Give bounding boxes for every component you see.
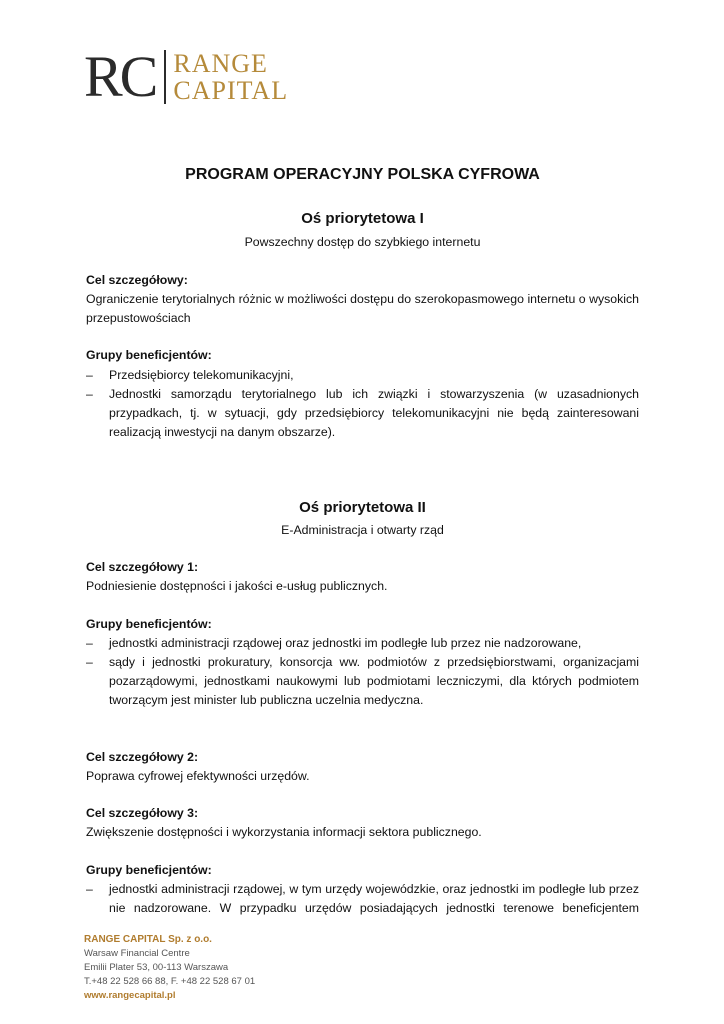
axis-2-goal-2-text: Poprawa cyfrowej efektywności urzędów. bbox=[86, 769, 310, 783]
logo-line-1: RANGE bbox=[173, 49, 268, 78]
list-item bbox=[86, 653, 639, 710]
axis-2-goal-1-text: Podniesienie dostępności i jakości e-usług publicznych. bbox=[86, 579, 388, 593]
logo-divider bbox=[164, 50, 166, 104]
list-item bbox=[86, 385, 639, 442]
list-item bbox=[86, 634, 639, 653]
axis-2-goal-2-label: Cel szczegółowy 2: bbox=[86, 750, 199, 764]
list-dash: – bbox=[86, 368, 93, 382]
list-dash: – bbox=[86, 655, 93, 669]
logo-initials: RC bbox=[84, 44, 156, 109]
axis-1-groups-label: Grupy beneficjentów: bbox=[86, 348, 212, 362]
axis-1-goal-text: Ograniczenie terytorialnych różnic w możliwości dostępu do szerokopasmowego internetu o wysokich przepustowościach bbox=[86, 292, 639, 325]
list-item bbox=[86, 366, 639, 385]
list-dash: – bbox=[86, 882, 93, 896]
list-item-text: Przedsiębiorcy telekomunikacyjni, bbox=[109, 368, 294, 382]
logo-line-2: CAPITAL bbox=[173, 76, 289, 105]
list-dash: – bbox=[86, 387, 93, 401]
list-item-text: Jednostki samorządu terytorialnego lub ich związki i stowarzyszenia (w uzasadnionych przypadkach, tj. w sytuacji, gdy przedsiębiorcy telekomunikacyjni nie będą zainteresowani realizacją inwestycji na danym obszarze). bbox=[109, 387, 639, 439]
footer-company: RANGE CAPITAL Sp. z o.o. bbox=[84, 934, 212, 945]
axis-2-groups-3-label: Grupy beneficjentów: bbox=[86, 863, 212, 877]
axis-2-groups-1-label: Grupy beneficjentów: bbox=[86, 617, 212, 631]
axis-1-heading: Oś priorytetowa I bbox=[301, 210, 424, 227]
footer-building: Warsaw Financial Centre bbox=[84, 948, 190, 959]
company-footer bbox=[84, 933, 255, 1003]
list-item-text: jednostki administracji rządowej, w tym urzędy wojewódzkie, oraz jednostki im podległe lub przez nie nadzorowane. W przypadku urzędów posiadających jednostki terenowe beneficjentem bbox=[109, 882, 639, 915]
axis-2-goal-1-label: Cel szczegółowy 1: bbox=[86, 560, 199, 574]
footer-website-link[interactable]: www.rangecapital.pl bbox=[84, 990, 176, 1001]
page-title: PROGRAM OPERACYJNY POLSKA CYFROWA bbox=[185, 166, 540, 183]
axis-2-goal-3-text: Zwiększenie dostępności i wykorzystania informacji sektora publicznego. bbox=[86, 825, 482, 839]
axis-2-subtitle: E-Administracja i otwarty rząd bbox=[281, 523, 444, 537]
list-item-text: jednostki administracji rządowej oraz jednostki im podległe lub przez nie nadzorowane, bbox=[109, 636, 582, 650]
axis-2-goal-3-label: Cel szczegółowy 3: bbox=[86, 806, 199, 820]
axis-1-subtitle: Powszechny dostęp do szybkiego internetu bbox=[244, 235, 481, 249]
axis-1-goal-label: Cel szczegółowy: bbox=[86, 273, 188, 287]
company-logo bbox=[84, 46, 288, 108]
axis-2-heading: Oś priorytetowa II bbox=[299, 499, 426, 516]
footer-address: Emilii Plater 53, 00-113 Warszawa bbox=[84, 962, 229, 973]
list-dash: – bbox=[86, 636, 93, 650]
list-item bbox=[86, 880, 639, 918]
logo-wordmark bbox=[173, 50, 288, 104]
list-item-text: sądy i jednostki prokuratury, konsorcja ww. podmiotów z przedsiębiorstwami, organizacjami pozarządowymi, jednostkami naukowymi lub podmiotami leczniczymi, dla których podmiotem tworzącym jest minister lub publiczna uczelnia medyczna. bbox=[109, 655, 639, 707]
footer-phone: T.+48 22 528 66 88, F. +48 22 528 67 01 bbox=[84, 976, 256, 987]
